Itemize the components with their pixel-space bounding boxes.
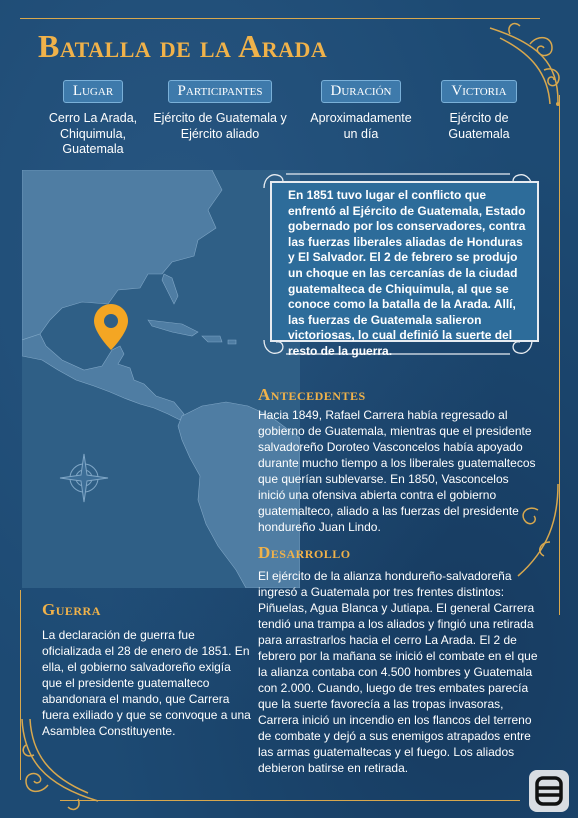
info-label: Participantes: [168, 80, 273, 103]
page-title: Batalla de la Arada: [38, 28, 328, 64]
antecedentes-text: Hacia 1849, Rafael Carrera había regresado al gobierno de Guatemala, mientras que el presidente salvadoreño Doroteo Vasconcelos había apoyado durante mucho tiempo a los liberales guatemaltecos que querían sublevarse. En 1850, Vasconcelos inició una ofensiva abierta contra el gobierno guatemalteco, aliado a las fuerzas del presidente hondureño Juan Lindo.: [258, 408, 536, 534]
info-participantes: [147, 80, 293, 142]
info-value: Ejército de Guatemala: [448, 111, 510, 141]
info-lugar: [33, 80, 153, 158]
info-duracion: [299, 80, 423, 142]
info-value: Aproximadamente un día: [310, 111, 412, 141]
location-pin-icon: [94, 304, 128, 350]
frame-line-top: [20, 18, 540, 19]
logo-icon: [529, 770, 569, 812]
info-victoria: [428, 80, 530, 142]
section-title-desarrollo: Desarrollo: [258, 543, 351, 562]
frame-line-bottom: [60, 800, 520, 801]
section-title-guerra: Guerra: [42, 600, 101, 619]
info-label: Victoria: [441, 80, 516, 103]
section-title-antecedentes: Antecedentes: [258, 385, 366, 404]
info-label: Lugar: [63, 80, 123, 103]
info-value: Ejército de Guatemala y Ejército aliado: [153, 111, 287, 141]
info-value: Cerro La Arada, Chiquimula, Guatemala: [48, 111, 138, 156]
summary-callout: En 1851 tuvo lugar el conflicto que enfrentó al Ejército de Guatemala, Estado gobernado por los conservadores, contra las fuerzas liberales aliadas de Honduras y El Salvador. El 2 de febrero se produjo un choque en las cercanías de la ciudad guatemalteca de Chiquimula, al que se conoce como la batalla de la Arada. Allí, las fuerzas de Guatemala salieron victoriosas, lo cual definió la suerte del resto de la guerra.: [270, 181, 539, 342]
info-label: Duración: [321, 80, 402, 103]
desarrollo-text: El ejército de la alianza hondureño-salvadoreña ingresó a Guatemala por tres frentes distintos: Piñuelas, Agua Blanca y Jutiapa. El general Carrera tendió una trampa a los aliados y fingió una retirada para arrastrarlos hacia el cerro La Arada. El 2 de febrero por la mañana se inició el combate en el que la alianza contaba con 4.500 hombres y Guatemala con 2.000. Cuando, luego de tres embates parecía que la suerte favorecía a las tropas invasoras, Carrera inició un incendio en los flancos del terreno de combate y dejó a sus enemigos atrapados entre las armas guatemaltecas y el fuego. Los aliados debieron batirse en retirada.: [258, 569, 538, 775]
guerra-text: La declaración de guerra fue oficializada el 28 de enero de 1851. En ella, el gobierno salvadoreño exigía que el presidente guatemalteco abandonara el mando, que Carrera fuera exiliado y que se convoque a una Asamblea Constituyente.: [42, 628, 251, 738]
